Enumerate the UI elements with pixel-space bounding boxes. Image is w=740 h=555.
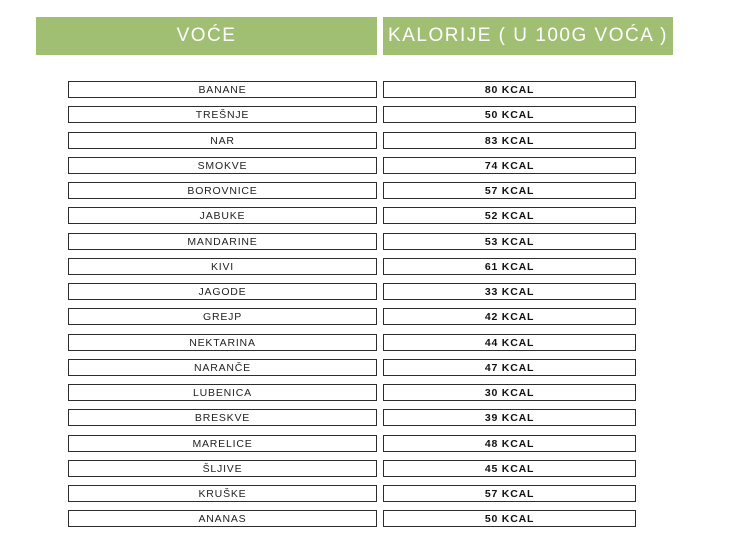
calorie-value-cell: 42 KCAL (383, 308, 636, 325)
fruit-name-cell: NEKTARINA (68, 334, 377, 351)
calorie-value-cell: 53 KCAL (383, 233, 636, 250)
fruit-name-cell: MANDARINE (68, 233, 377, 250)
fruit-name-cell: KIVI (68, 258, 377, 275)
calorie-value-cell: 52 KCAL (383, 207, 636, 224)
calorie-value-cell: 48 KCAL (383, 435, 636, 452)
fruit-name-cell: BRESKVE (68, 409, 377, 426)
calorie-value-cell: 80 KCAL (383, 81, 636, 98)
header-fruit: VOĆE (36, 17, 377, 55)
fruit-name-cell: MARELICE (68, 435, 377, 452)
header-calories: KALORIJE ( U 100G VOĆA ) (383, 17, 673, 55)
fruit-name-cell: BOROVNICE (68, 182, 377, 199)
calorie-value-cell: 30 KCAL (383, 384, 636, 401)
calorie-value-cell: 50 KCAL (383, 106, 636, 123)
calorie-value-cell: 45 KCAL (383, 460, 636, 477)
fruit-name-cell: KRUŠKE (68, 485, 377, 502)
fruit-name-cell: TREŠNJE (68, 106, 377, 123)
fruit-name-cell: GREJP (68, 308, 377, 325)
calorie-value-cell: 61 KCAL (383, 258, 636, 275)
fruit-name-cell: JABUKE (68, 207, 377, 224)
calorie-value-cell: 83 KCAL (383, 132, 636, 149)
fruit-name-cell: ANANAS (68, 510, 377, 527)
calorie-value-cell: 50 KCAL (383, 510, 636, 527)
calorie-value-cell: 47 KCAL (383, 359, 636, 376)
fruit-name-cell: NAR (68, 132, 377, 149)
calorie-value-cell: 39 KCAL (383, 409, 636, 426)
calorie-value-cell: 74 KCAL (383, 157, 636, 174)
calorie-value-cell: 44 KCAL (383, 334, 636, 351)
calorie-value-cell: 57 KCAL (383, 485, 636, 502)
fruit-name-cell: JAGODE (68, 283, 377, 300)
calorie-value-cell: 33 KCAL (383, 283, 636, 300)
fruit-name-cell: SMOKVE (68, 157, 377, 174)
fruit-name-cell: NARANČE (68, 359, 377, 376)
calorie-value-cell: 57 KCAL (383, 182, 636, 199)
fruit-name-cell: BANANE (68, 81, 377, 98)
fruit-name-cell: ŠLJIVE (68, 460, 377, 477)
fruit-name-cell: LUBENICA (68, 384, 377, 401)
